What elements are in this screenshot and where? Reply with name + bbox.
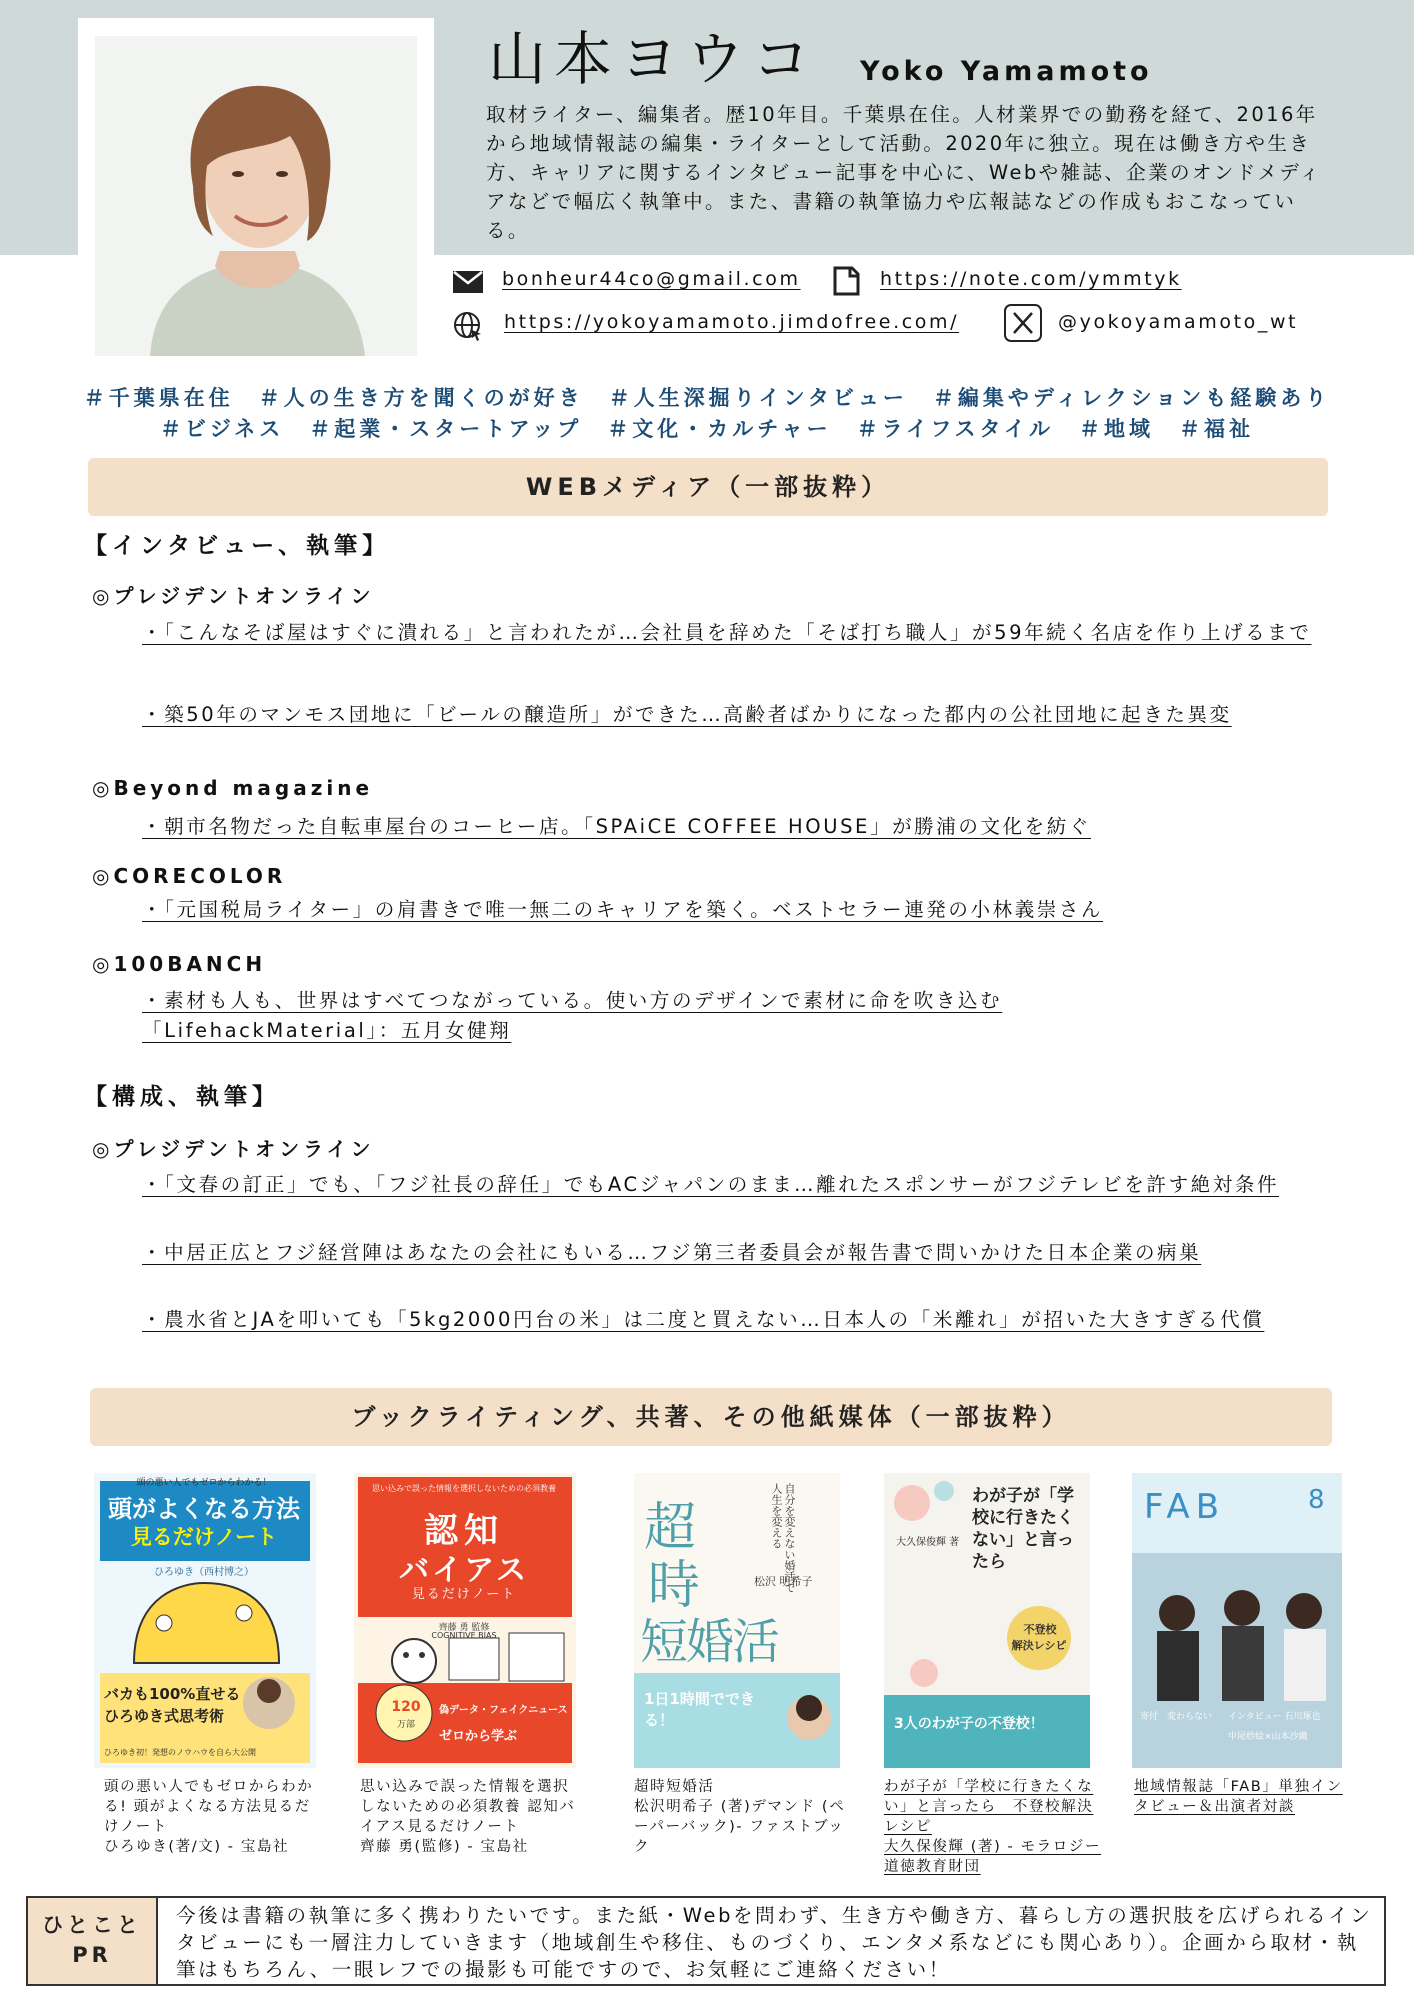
structure-heading: 【構成、執筆】	[84, 1084, 280, 1110]
book1-cover-bottom1: バカも100%直せる	[104, 1685, 241, 1703]
book5-caption[interactable]: 地域情報誌「FAB」単独インタビュー＆出演者対談	[1134, 1779, 1343, 1815]
book3-cover-author: 松沢 明希子	[754, 1575, 813, 1588]
books-section-title: ブックライティング、共著、その他紙媒体（一部抜粋）	[90, 1388, 1332, 1446]
book5-cover-month: 8	[1308, 1485, 1325, 1515]
book4-cover-tag1: 不登校	[1023, 1623, 1057, 1636]
article-link[interactable]: ・「元国税局ライター」の肩書きで唯一無二のキャリアを築く。ベストセラー連発の小林義崇さん	[142, 898, 1104, 921]
interview-heading: 【インタビュー、執筆】	[84, 533, 391, 559]
book4-cover-tag2: 解決レシピ	[1011, 1639, 1067, 1652]
book2-badge-unit: 万部	[396, 1720, 415, 1730]
book2-cover-title3: 見るだけノート	[411, 1587, 517, 1602]
book3-cover-title2: 時	[648, 1556, 701, 1616]
note-link[interactable]: https://note.com/ymmtyk	[880, 268, 1182, 290]
article-link[interactable]: ・「こんなそば屋はすぐに潰れる」と言われたが…会社員を辞めた「そば打ち職人」が59年続く名店を作り上げるまで	[142, 621, 1312, 644]
web-media-section-title: WEBメディア（一部抜粋）	[88, 458, 1328, 516]
book-cover-1	[94, 1473, 316, 1768]
book5-cover-title: FAB	[1144, 1487, 1226, 1527]
article-link[interactable]: ・中居正広とフジ経営陣はあなたの会社にもいる…フジ第三者委員会が報告書で問いかけた日本企業の病巣	[142, 1241, 1202, 1264]
book2-cover-top: 思い込みで誤った情報を選択しないための必須教養	[372, 1484, 556, 1493]
book1-cover-author: ひろゆき（西村博之）	[154, 1567, 254, 1578]
book1-cover-title1: 頭がよくなる方法	[108, 1495, 300, 1523]
book5-cover-interview: インタビュー 石川琢也	[1228, 1712, 1321, 1722]
article-link[interactable]: ・「文春の訂正」でも、「フジ社長の辞任」でもACジャパンのまま…離れたスポンサーがフジテレビを許す絶対条件	[142, 1173, 1280, 1196]
name-japanese: 山本ヨウコ	[488, 25, 819, 93]
book1-caption: 頭の悪い人でもゼロからわかる! 頭がよくなる方法見るだけノート	[104, 1779, 314, 1835]
media-heading-president: ◎プレジデントオンライン	[92, 584, 375, 608]
pr-box	[26, 1896, 1386, 1986]
tags-line-2: ＃ビジネス ＃起業・スタートアップ ＃文化・カルチャー ＃ライフスタイル ＃地域 ＃福祉	[159, 417, 1255, 441]
book5-cover-sub: 寄付 変わらない	[1140, 1712, 1213, 1722]
name-english: Yoko Yamamoto	[860, 56, 1153, 87]
book2-cover-title2: バイアス	[399, 1553, 529, 1588]
media-heading-100banch: ◎100BANCH	[92, 952, 267, 976]
book2-caption: 思い込みで誤った情報を選択しないための必須教養 認知バイアス見るだけノート	[360, 1779, 576, 1835]
article-link[interactable]: ・築50年のマンモス団地に「ビールの醸造所」ができた…高齢者ばかりになった都内の公社団地に起きた異変	[142, 703, 1232, 726]
pr-label-2: PR	[72, 1943, 112, 1967]
book3-caption-2: 松沢明希子 (著)デマンド (ペーパーバック)- ファストブック	[634, 1799, 846, 1855]
tags-line-1: ＃千葉県在住 ＃人の生き方を聞くのが好き ＃人生深掘りインタビュー ＃編集やディレクションも経験あり	[83, 386, 1331, 410]
book3-cover-banner: 1日1時間でできる！	[644, 1690, 755, 1729]
media-heading-president-2: ◎プレジデントオンライン	[92, 1137, 375, 1161]
pr-label	[28, 1898, 158, 1984]
book2-cover-en: COGNITIVE BIAS	[431, 1631, 497, 1640]
globe-icon	[452, 310, 484, 342]
book1-cover-bottom2: ひろゆき式思考術	[104, 1707, 225, 1725]
book1-caption-2: ひろゆき(著/文) - 宝島社	[104, 1839, 290, 1855]
article-link[interactable]: ・農水省とJAを叩いても「5kg2000円台の米」は二度と買えない…日本人の「米離れ」が招いた大きすぎる代償	[142, 1308, 1265, 1331]
pr-text: 今後は書籍の執筆に多く携わりたいです。また紙・Webを問わず、生き方や働き方、暮らし方の選択肢を広げられるインタビューにも一層注力していきます（地域創生や移住、ものづくり、エンタメ系などにも関心あり）。企画から取材・執筆はもちろん、一眼レフでの撮影も可能ですので、お気軽にご連絡ください！	[176, 1904, 1373, 1981]
book-cover-2	[354, 1473, 576, 1768]
book4-caption[interactable]: わが子が「学校に行きたくない」と言ったら 不登校解決レシピ	[884, 1779, 1094, 1835]
book2-cover-supervisor: 齊藤 勇 監修	[438, 1623, 490, 1633]
book2-cover-bottom: 偽データ・フェイクニュース	[439, 1705, 568, 1716]
mail-icon	[452, 270, 484, 294]
note-icon	[832, 266, 860, 296]
media-heading-corecolor: ◎CORECOLOR	[92, 864, 287, 888]
email-link[interactable]: bonheur44co@gmail.com	[502, 268, 801, 290]
book-cover-3	[634, 1473, 840, 1768]
book3-cover-title3: 短婚活	[640, 1614, 779, 1670]
book5-cover-dialogue: 中尾紗絵×山本沙織	[1228, 1732, 1308, 1742]
book4-cover-author: 大久保俊輝 著	[896, 1537, 960, 1548]
book3-caption: 超時短婚活	[634, 1779, 715, 1795]
book3-cover-vertical: 自分を変えない婚活で人生を変える	[770, 1483, 796, 1593]
article-link[interactable]: ・素材も人も、世界はすべてつながっている。使い方のデザインで素材に命を吹き込む「LifehackMaterial」：五月女健翔	[142, 989, 1003, 1042]
book1-cover-title2: 見るだけノート	[130, 1525, 278, 1549]
book2-caption-2: 齊藤 勇(監修) - 宝島社	[360, 1839, 529, 1855]
book-cover-4	[884, 1473, 1090, 1768]
book1-cover-top: 頭の悪い人でもゼロからわかる！	[136, 1478, 272, 1488]
book3-cover-title1: 超	[644, 1498, 697, 1558]
book4-cover-bottom: 3人のわが子の不登校！	[894, 1716, 1044, 1732]
x-icon	[1004, 304, 1042, 342]
book-cover-5	[1132, 1473, 1342, 1768]
x-handle[interactable]: @yokoyamamoto_wt	[1058, 311, 1299, 333]
bio-text: 取材ライター、編集者。歴10年目。千葉県在住。人材業界での勤務を経て、2016年から地域情報誌の編集・ライターとして活動。2020年に独立。現在は働き方や生き方、キャリアに関するインタビュー記事を中心に、Webや雑誌、企業のオンドメディアなどで幅広く執筆中。また、書籍の執筆協力や広報誌などの作成もおこなっている。	[486, 103, 1322, 242]
book2-cover-title1: 認知	[424, 1511, 504, 1551]
profile-photo	[95, 36, 417, 356]
pr-label-1: ひとこと	[42, 1913, 142, 1937]
book4-cover-title: わが子が「学校に行きたくない」と言ったら	[972, 1486, 1074, 1572]
article-link[interactable]: ・朝市名物だった自転車屋台のコーヒー店。「SPAiCE COFFEE HOUSE」が勝浦の文化を紡ぐ	[142, 815, 1091, 838]
book1-cover-tagline: ひろゆき初！発想のノウハウを自ら大公開	[104, 1748, 256, 1757]
website-link[interactable]: https://yokoyamamoto.jimdofree.com/	[504, 311, 960, 333]
book2-badge-num: 120	[391, 1699, 421, 1715]
media-heading-beyond: ◎Beyond magazine	[92, 776, 374, 800]
book2-cover-bottom2: ゼロから学ぶ	[439, 1729, 518, 1744]
book4-caption-2[interactable]: 大久保俊輝 (著) - モラロジー道徳教育財団	[884, 1839, 1102, 1875]
